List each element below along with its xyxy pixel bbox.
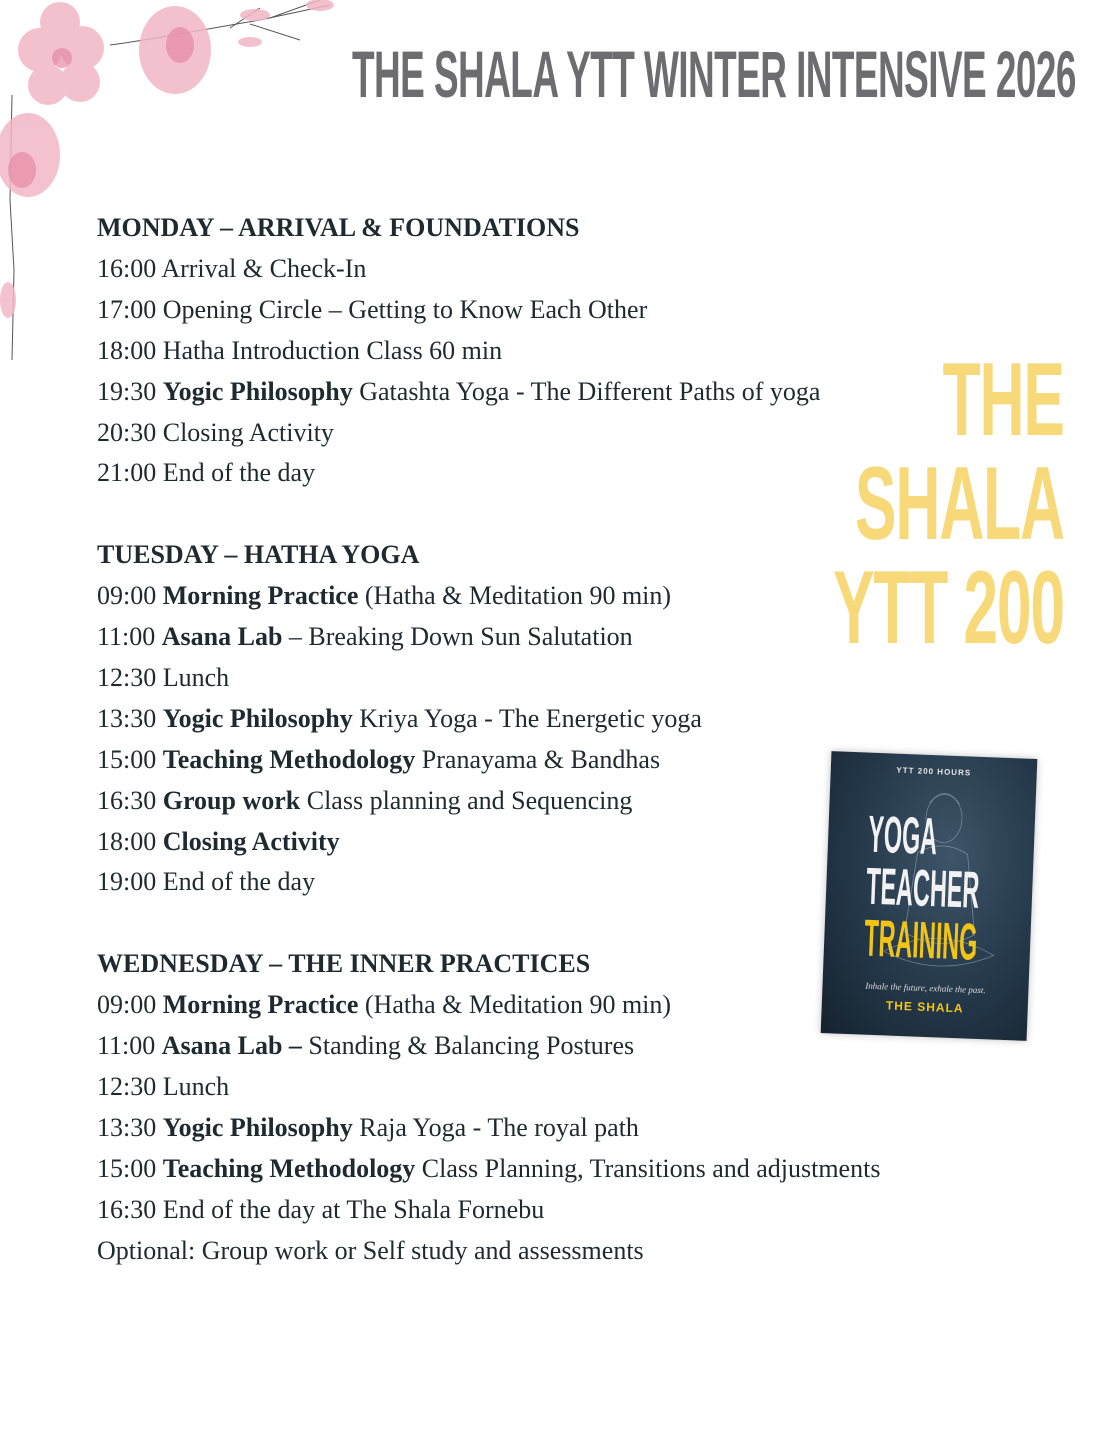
schedule-item <box>97 331 880 372</box>
schedule-item <box>97 1149 880 1190</box>
brand-line: SHALA <box>855 446 1064 562</box>
schedule-item <box>97 862 880 903</box>
day-section <box>97 944 880 1271</box>
book-hours: YTT 200 HOURS <box>896 765 972 778</box>
schedule-item <box>97 576 880 617</box>
item-time: 13:30 <box>97 703 157 733</box>
item-time: 13:30 <box>97 1112 157 1142</box>
item-bold: Asana Lab <box>161 622 283 652</box>
schedule-item <box>97 372 880 413</box>
item-bold: Asana Lab – <box>161 1031 302 1061</box>
book-title-line: TEACHER <box>865 857 981 920</box>
schedule-item <box>97 249 880 290</box>
book-cover-image <box>821 751 1038 1041</box>
item-time: 19:00 <box>97 867 157 897</box>
item-text: Opening Circle – Getting to Know Each Other <box>162 294 648 324</box>
schedule-item <box>97 699 880 740</box>
item-text: Class Planning, Transitions and adjustments <box>421 1153 881 1183</box>
item-text: Raja Yoga - The royal path <box>359 1112 639 1142</box>
item-time: 09:00 <box>97 581 157 611</box>
item-text: Standing & Balancing Postures <box>308 1031 635 1061</box>
item-time: 16:00 <box>97 253 157 283</box>
item-text: Lunch <box>162 662 230 692</box>
schedule-item <box>97 1231 880 1272</box>
item-text: Gatashta Yoga - The Different Paths of yoga <box>359 376 821 406</box>
item-text: Hatha Introduction Class 60 min <box>162 335 503 365</box>
item-time: 18:00 <box>97 826 157 856</box>
book-title-line: YOGA <box>867 805 939 867</box>
item-time: 15:00 <box>97 1153 157 1183</box>
schedule-item <box>97 290 880 331</box>
item-time: 11:00 <box>97 1031 156 1061</box>
day-heading: MONDAY – ARRIVAL & FOUNDATIONS <box>97 213 580 242</box>
schedule-item <box>97 1026 880 1067</box>
schedule-item <box>97 985 880 1026</box>
item-bold: Yogic Philosophy <box>162 1112 353 1142</box>
item-text: – Breaking Down Sun Salutation <box>288 622 633 652</box>
schedule-item <box>97 453 880 494</box>
item-text: Class planning and Sequencing <box>306 785 633 815</box>
item-time: 17:00 <box>97 294 157 324</box>
schedule-item <box>97 658 880 699</box>
item-text: (Hatha & Meditation 90 min) <box>364 581 672 611</box>
schedule-item <box>97 781 880 822</box>
item-text: Pranayama & Bandhas <box>421 744 661 774</box>
item-bold: Teaching Methodology <box>162 1153 416 1183</box>
item-text: Lunch <box>162 1072 230 1101</box>
item-time: 20:30 <box>97 417 157 447</box>
schedule-item <box>97 1108 880 1149</box>
day-heading: WEDNESDAY – THE INNER PRACTICES <box>97 949 591 979</box>
item-time: 16:30 <box>97 1194 157 1224</box>
item-bold: Morning Practice <box>162 990 359 1020</box>
item-time: 15:00 <box>97 744 157 774</box>
item-bold: Yogic Philosophy <box>162 376 353 406</box>
schedule-item <box>97 1067 880 1108</box>
brand-line: THE <box>942 342 1064 458</box>
item-time: 16:30 <box>97 785 157 815</box>
item-text: Optional: Group work or Self study and assessments <box>97 1235 644 1265</box>
item-time: 12:30 <box>97 1072 157 1101</box>
schedule-item <box>97 1190 880 1231</box>
item-text: Kriya Yoga - The Energetic yoga <box>359 703 702 733</box>
book-tagline: Inhale the future, exhale the past. <box>865 980 986 996</box>
day-heading: TUESDAY – HATHA YOGA <box>97 540 420 570</box>
schedule-item <box>97 617 880 658</box>
book-brand: THE SHALA <box>885 998 964 1016</box>
item-text: End of the day <box>162 458 316 488</box>
schedule-item <box>97 740 880 781</box>
item-text: End of the day <box>162 867 316 897</box>
book-title <box>863 805 982 972</box>
schedule-item <box>97 413 880 454</box>
day-section <box>97 535 880 903</box>
item-bold: Teaching Methodology <box>162 744 416 774</box>
brand-line: YTT 200 <box>833 550 1064 666</box>
item-text: (Hatha & Meditation 90 min) <box>364 990 672 1020</box>
item-bold: Closing Activity <box>162 826 340 856</box>
schedule-item <box>97 822 880 863</box>
item-bold: Group work <box>162 785 301 815</box>
item-time: 21:00 <box>97 458 157 488</box>
page-title: THE SHALA YTT WINTER INTENSIVE 2026 <box>352 37 1076 111</box>
book-title-line: TRAINING <box>863 909 979 972</box>
item-time: 19:30 <box>97 376 157 406</box>
item-text: End of the day at The Shala Fornebu <box>162 1194 545 1224</box>
item-time: 09:00 <box>97 990 157 1020</box>
item-time: 12:30 <box>97 662 157 692</box>
item-bold: Yogic Philosophy <box>162 703 353 733</box>
item-text: Closing Activity <box>162 417 334 447</box>
item-text: Arrival & Check-In <box>161 253 367 283</box>
item-time: 18:00 <box>97 335 157 365</box>
item-bold: Morning Practice <box>162 581 359 611</box>
item-time: 11:00 <box>97 622 156 652</box>
day-section <box>97 208 880 494</box>
schedule <box>97 208 880 1312</box>
